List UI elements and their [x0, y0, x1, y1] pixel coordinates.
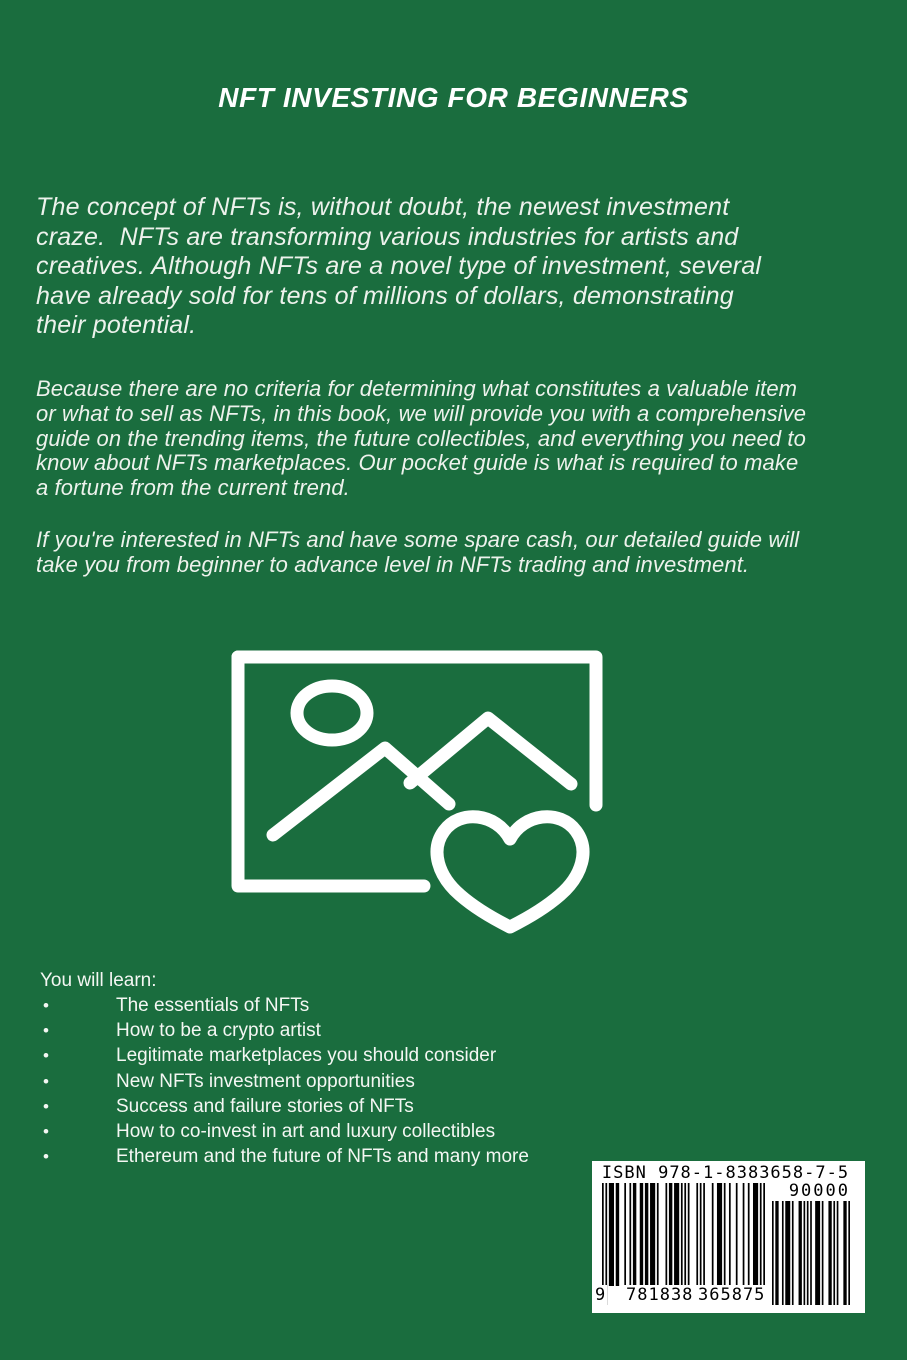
paragraph-line: creatives. Although NFTs are a novel type of investment, several	[36, 252, 762, 280]
ean5-addon-bars	[772, 1201, 850, 1305]
learn-item: • The essentials of NFTs	[40, 993, 580, 1018]
paragraph-line: If you're interested in NFTs and have some spare cash, our detailed guide will	[36, 527, 800, 552]
learn-item: • Success and failure stories of NFTs	[40, 1094, 580, 1119]
learn-heading: You will learn:	[40, 970, 157, 991]
barcode-digits-left: 781838	[626, 1285, 694, 1305]
learn-item: • How to be a crypto artist	[40, 1018, 580, 1043]
paragraph-line: their potential.	[36, 311, 197, 339]
paragraph-line: a fortune from the current trend.	[36, 475, 350, 501]
paragraph-line: know about NFTs marketplaces. Our pocket guide is what is required to make	[36, 450, 799, 476]
barcode-price-code: 90000	[788, 1181, 850, 1201]
learn-item: • Ethereum and the future of NFTs and many more	[40, 1144, 580, 1169]
paragraph-line: guide on the trending items, the future collectibles, and everything you need to	[36, 425, 806, 451]
barcode-digits-right: 365875	[698, 1285, 766, 1305]
large-mountain-icon	[410, 718, 571, 784]
image-placeholder-icon	[228, 643, 606, 938]
paragraph-line: have already sold for tens of millions of dollars, demonstrating	[36, 281, 734, 310]
barcode-digit-prefix: 9	[595, 1285, 606, 1305]
learn-item: • How to co-invest in art and luxury collectibles	[40, 1119, 580, 1144]
isbn-barcode-panel	[592, 1161, 865, 1313]
heart-icon	[437, 817, 583, 927]
paragraph-line: craze. NFTs are transforming various industries for artists and	[36, 222, 739, 251]
guide-paragraph	[36, 377, 806, 501]
learn-section	[40, 968, 580, 1169]
isbn-text: ISBN 978-1-8383658-7-5	[601, 1163, 850, 1183]
small-mountain-icon	[273, 748, 449, 835]
learn-list	[40, 993, 580, 1169]
paragraph-line: The concept of NFTs is, without doubt, the newest investment	[36, 193, 730, 221]
sun-icon	[297, 686, 367, 740]
learn-item: • Legitimate marketplaces you should consider	[40, 1043, 580, 1068]
book-title: NFT INVESTING FOR BEGINNERS	[218, 82, 689, 113]
intro-paragraph	[36, 193, 761, 341]
picture-icon	[228, 643, 606, 938]
paragraph-line: Because there are no criteria for determining what constitutes a valuable item	[36, 376, 798, 401]
call-to-action-paragraph	[36, 527, 799, 577]
learn-item: • New NFTs investment opportunities	[40, 1069, 580, 1094]
paragraph-line: take you from beginner to advance level in NFTs trading and investment.	[36, 552, 750, 577]
paragraph-line: or what to sell as NFTs, in this book, we will provide you with a comprehensive	[36, 400, 807, 426]
